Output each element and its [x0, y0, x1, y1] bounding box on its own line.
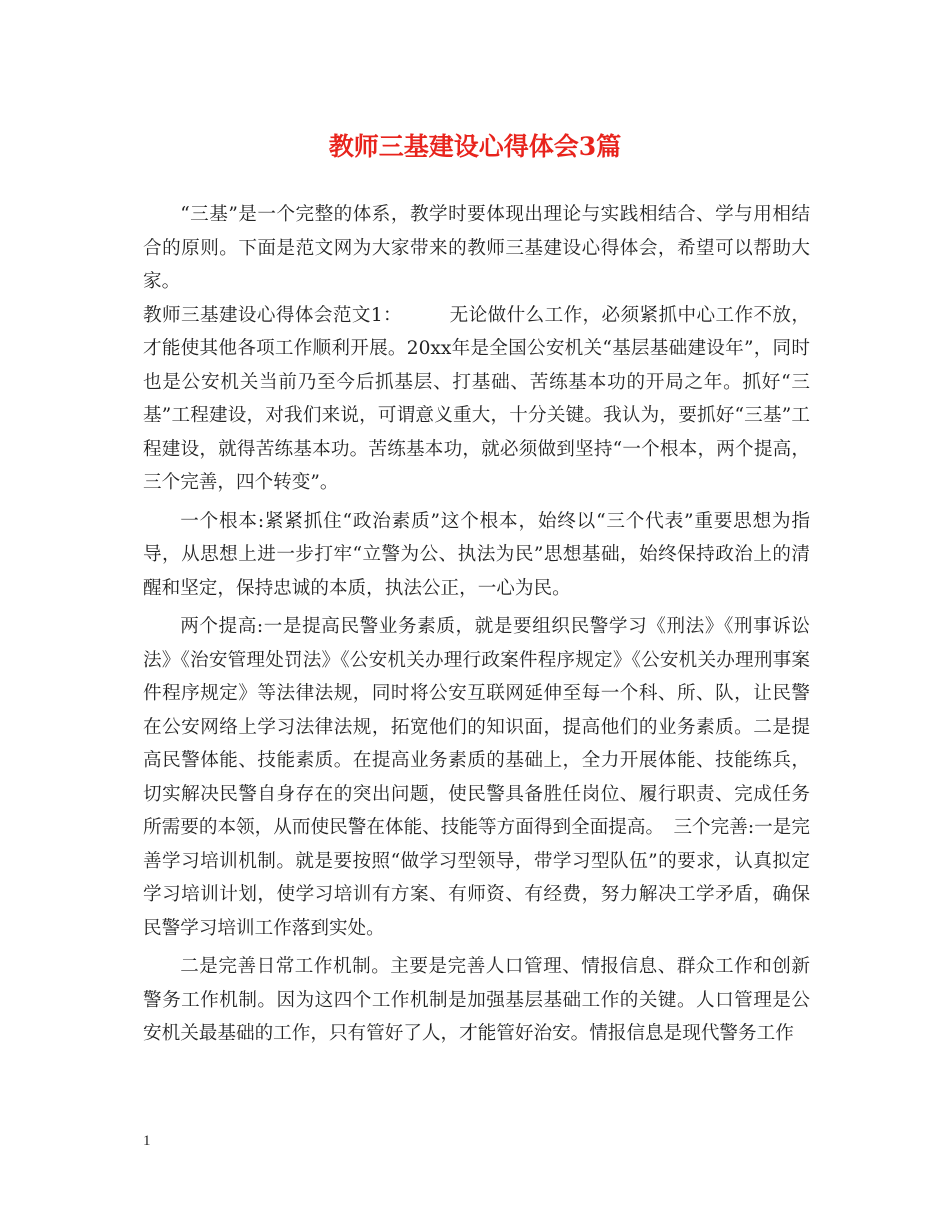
- paragraph-one-foundation: 一个根本:紧紧抓住“政治素质”这个根本，始终以“三个代表”重要思想为指导，从思想上进一步打牢“立警为公、执法为民”思想基础，始终保持政治上的清醒和坚定，保持忠诚的本质，执法公正，一心为民。: [143, 510, 810, 599]
- document-body: [143, 198, 810, 1051]
- page-number: 1: [143, 1133, 151, 1149]
- paragraph-two-improvements: 两个提高:一是提高民警业务素质，就是要组织民警学习《刑法》《刑事诉讼法》《治安管理处罚法》《公安机关办理行政案件程序规定》《公安机关办理刑事案件程序规定》等法律法规，同时将公安互联网延伸至每一个科、所、队，让民警在公安网络上学习法律法规，拓宽他们的知识面，提高他们的业务素质。二是提高民警体能、技能素质。在提高业务素质的基础上，全力开展体能、技能练兵，切实解决民警自身存在的突出问题，使民警具备胜任岗位、履行职责、完成任务所需要的本领，从而使民警在体能、技能等方面得到全面提高。 三个完善:一是完善学习培训机制。就是要按照“做学习型领导，带学习型队伍”的要求，认真拟定学习培训计划，使学习培训有方案、有师资、有经费，努力解决工学矛盾，确保民警学习培训工作落到实处。: [143, 616, 810, 939]
- paragraph-daily-mechanism: 二是完善日常工作机制。主要是完善人口管理、情报信息、群众工作和创新警务工作机制。因为这四个工作机制是加强基层基础工作的关键。人口管理是公安机关最基础的工作，只有管好了人，才能管好治安。情报信息是现代警务工作: [143, 956, 810, 1044]
- paragraph-intro: “三基”是一个完整的体系，教学时要体现出理论与实践相结合、学与用相结合的原则。下面是范文网为大家带来的教师三基建设心得体会，希望可以帮助大家。: [143, 204, 810, 292]
- document-title: 教师三基建设心得体会3篇: [328, 132, 622, 161]
- paragraph-sample-1: 教师三基建设心得体会范文1： 无论做什么工作，必须紧抓中心工作不放，才能使其他各项工作顺利开展。20xx年是全国公安机关“基层基础建设年”，同时也是公安机关当前乃至今后抓基层、打基础、苦练基本功的开局之年。抓好“三基”工程建设，对我们来说，可谓意义重大，十分关键。我认为，要抓好“三基”工程建设，就得苦练基本功。苦练基本功，就必须做到坚持“一个根本，两个提高，三个完善，四个转变”。: [143, 304, 810, 493]
